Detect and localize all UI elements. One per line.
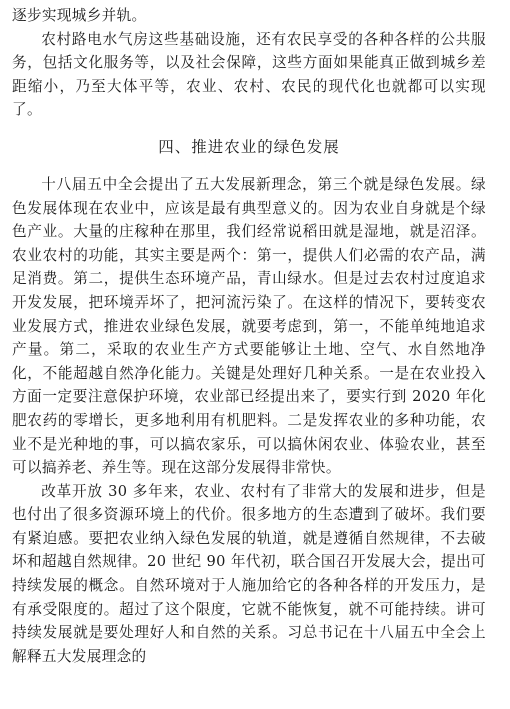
paragraph-infrastructure: 农村路电水气房这些基础设施，还有农民享受的各种各样的公共服务，包括文化服务等，以及社会保障，这些方面如果能真正做到城乡差距缩小，乃至大体平等，农业、农村、农民的现代化也就都可以实现了。 (12, 30, 486, 119)
paragraph-reform-opening: 改革开放 30 多年来，农业、农村有了非常大的发展和进步，但是也付出了很多资源环境上的代价。很多地方的生态遭到了破坏。我们要有紧迫感。要把农业纳入绿色发展的轨道，就是遵循自然规律，不去破坏和超越自然规律。20 世纪 90 年代初，联合国召开发展大会，提出可持续发展的概念。自然环境对于人施加给它的各种各样的开发压力，是有承受限度的。超过了这个限度，它就不能恢复，就不可能持续。讲可持续发展就是要处理好人和自然的关系。习总书记在十八届五中全会上解释五大发展理念的 (12, 482, 486, 665)
section-heading: 四、推进农业的绿色发展 (158, 137, 340, 156)
paragraph-continuation: 逐步实现城乡并轨。 (12, 7, 147, 24)
paragraph-green-development: 十八届五中全会提出了五大发展新理念，第三个就是绿色发展。绿色发展体现在农业中，应该是最有典型意义的。因为农业自身就是个绿色产业。大量的庄稼种在那里，我们经常说稻田就是湿地，就是沼泽。农业农村的功能，其实主要是两个：第一，提供人们必需的农产品，满足消费。第二，提供生态环境产品，青山绿水。但是过去农村过度追求开发发展，把环境弄坏了，把河流污染了。在这样的情况下，要转变农业发展方式，推进农业绿色发展，就要考虑到，第一，不能单纯地追求产量。第二，采取的农业生产方式要能够让土地、空气、水自然地净化，不能超越自然净化能力。关键是处理好几种关系。一是在农业投入方面一定要注意保护环境，农业部已经提出来了，要实行到 2020 年化肥农药的零增长，更多地利用有机肥料。二是发挥农业的多种功能，农业不是光种地的事，可以搞农家乐，可以搞休闲农业、体验农业，甚至可以搞养老、养生等。现在这部分发展得非常快。 (12, 175, 486, 477)
